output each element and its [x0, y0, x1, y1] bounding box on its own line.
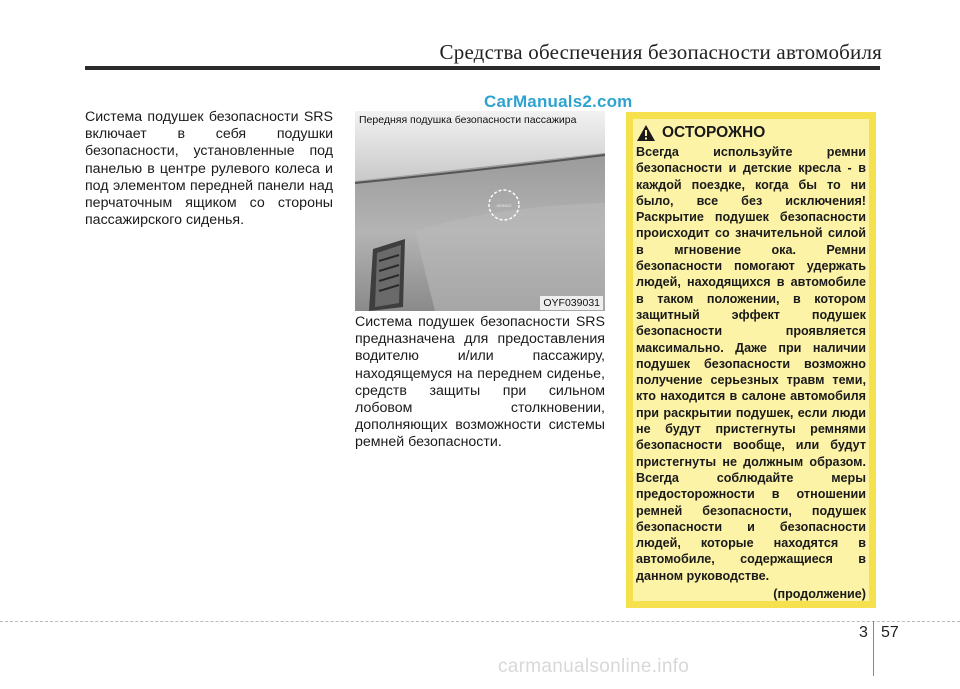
- svg-text:AIRBAG: AIRBAG: [496, 203, 512, 208]
- footer-rule: [0, 621, 960, 622]
- warning-continued: (продолжение): [773, 587, 866, 602]
- page-header-title: Средства обеспечения безопасности автомобиля: [439, 40, 882, 64]
- warning-title: ОСТОРОЖНО: [662, 124, 766, 141]
- page-divider: [873, 621, 874, 676]
- photo-code: OYF039031: [540, 296, 603, 310]
- page-number-value: 57: [881, 624, 899, 641]
- warning-triangle-icon: [636, 124, 656, 142]
- dashboard-illustration: [355, 111, 605, 311]
- airbag-photo: [355, 111, 605, 311]
- chapter-number: 3: [859, 624, 868, 641]
- column1-paragraph: Система подушек безопасности SRS включает в себя подушки безопасности, установленные под панелью в центре рулевого колеса и под элементом передней панели над перчаточным ящиком со стороны пассажирского сиденья.: [85, 109, 333, 229]
- warning-box: [626, 112, 876, 608]
- column2-paragraph: Система подушек безопасности SRS предназначена для предоставления водителю и/или пассажиру, находящемуся на переднем сиденье, средств защиты при сильном лобовом столкновении, дополняющих возможности системы ремней безопасности.: [355, 314, 605, 451]
- photo-caption: Передняя подушка безопасности пассажира: [359, 114, 577, 126]
- warning-text: Всегда используйте ремни безопасности и детские кресла - в каждой поездке, когда бы то ни было, все без исключения! Раскрытие подушек безопасности происходит со значительной силой в мгновение ока. Ремни безопасности помогают удержать людей, находящихся в автомобиле в таком положении, в котором защитный эффект подушек безопасности проявляется максимально. Даже при наличии подушек безопасности возможно получение серьезных травм теми, кто находится в салоне автомобиля при раскрытии подушек, если люди не будут пристегнуты ремнями безопасности вообще, или будут пристегнуты не должным образом. Всегда соблюдайте меры предосторожности в отношении ремней безопасности, подушек безопасности и безопасности людей, которые находятся в автомобиле, содержащиеся в данном руководстве.: [636, 145, 866, 583]
- warning-body: [636, 144, 866, 602]
- footer-watermark[interactable]: carmanualsonline.info: [498, 656, 690, 677]
- watermark-link[interactable]: CarManuals2.com: [484, 92, 633, 111]
- header-rule: [85, 66, 880, 70]
- warning-header: [636, 122, 765, 144]
